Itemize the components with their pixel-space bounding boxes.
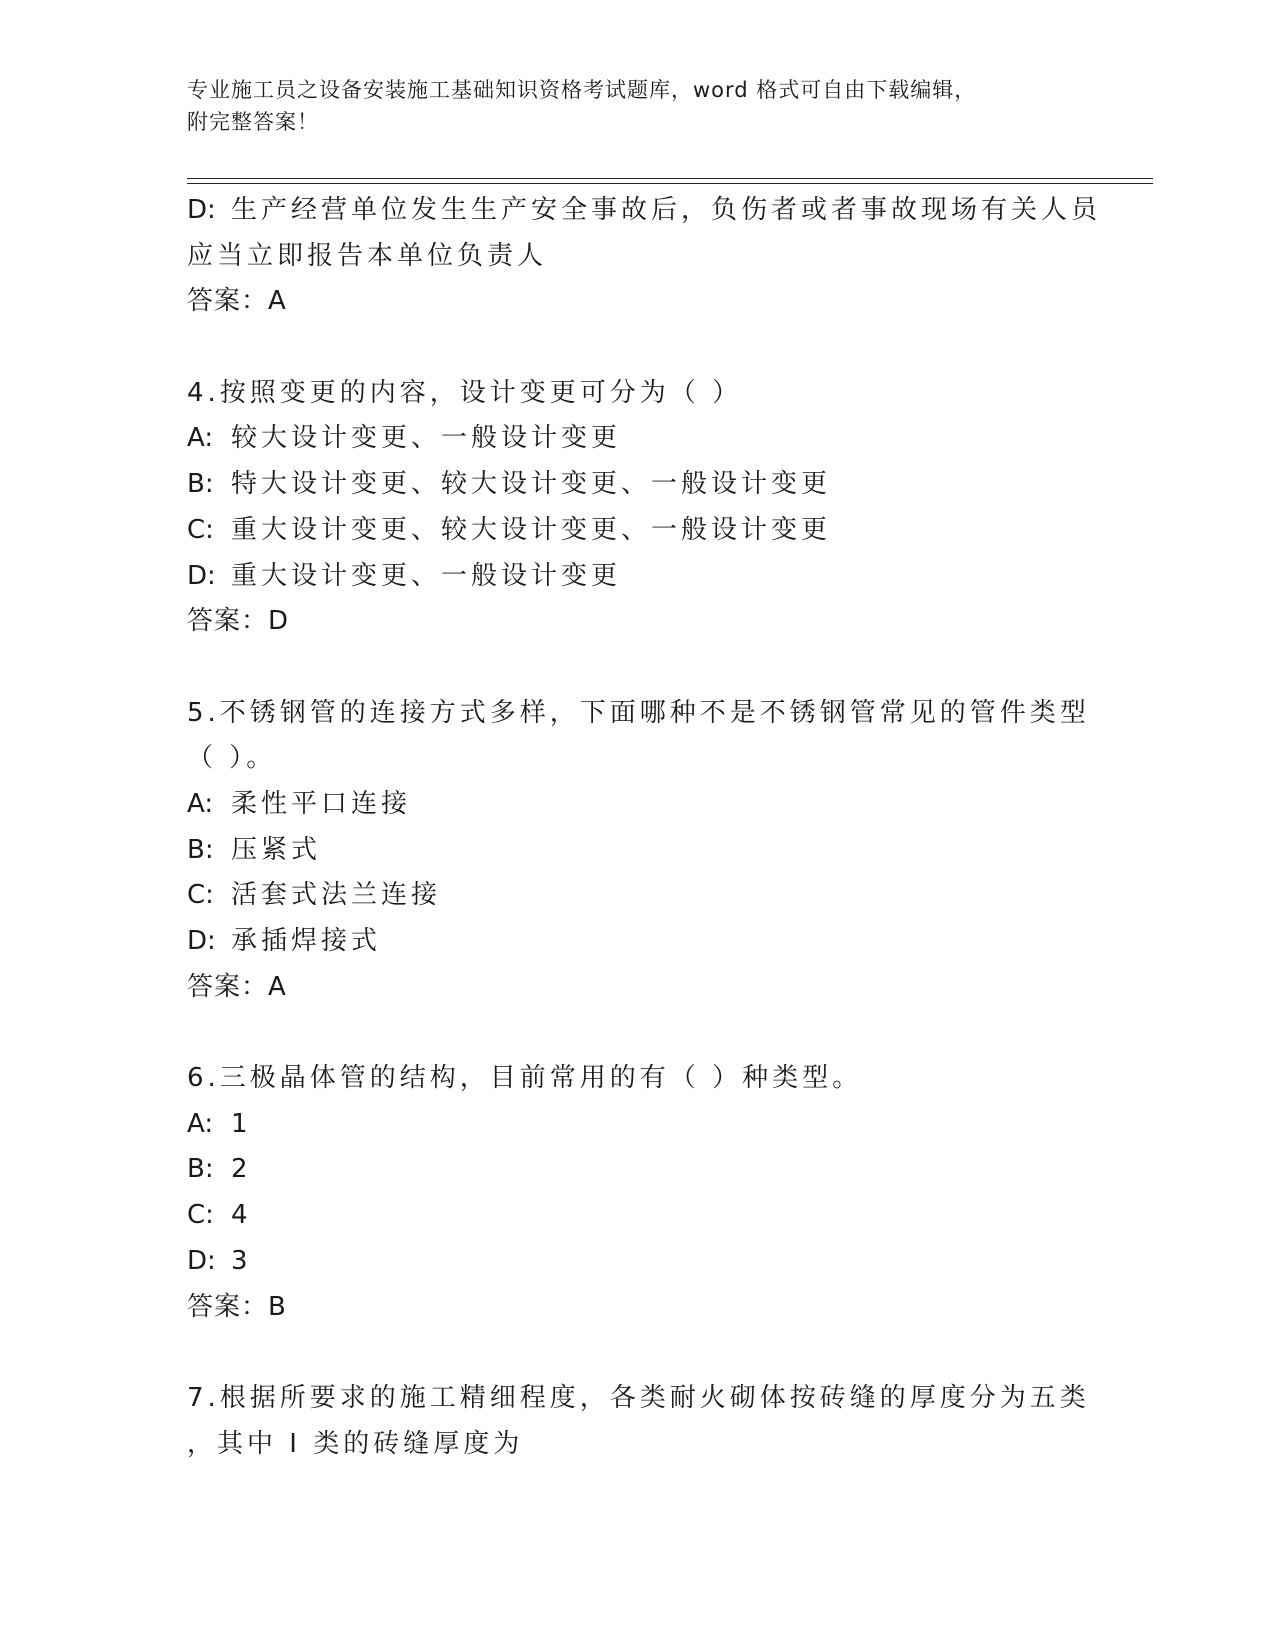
header-rule-bottom [187,183,1153,184]
question-5-option-b [187,828,1087,874]
option-d-prev [187,188,1102,234]
option-key: A: [187,1108,214,1139]
question-7-stem: 7.根据所要求的施工精细程度，各类耐火砌体按砖缝的厚度分为五类 [187,1382,1090,1413]
option-text: 柔性平口连接 [231,788,412,819]
spacer [187,645,1087,691]
option-text: 特大设计变更、较大设计变更、一般设计变更 [231,469,832,500]
question-7-stem-cont: ，其中 I 类的砖缝厚度为 [187,1428,524,1459]
question-5-stem-cont: （ ）。 [187,743,277,774]
question-4-option-c [187,508,1087,554]
option-key: C: [187,880,214,911]
option-text: 生产经营单位发生生产安全事故后，负伤者或者事故现场有关人员 [231,195,1102,225]
option-text: 重大设计变更、较大设计变更、一般设计变更 [231,514,832,545]
option-key: B: [187,834,214,865]
option-text: 2 [231,1154,252,1185]
question-5-option-c [187,873,1087,919]
option-key: D: [187,560,216,591]
question-6-option-d [187,1239,1087,1285]
question-5-option-a [187,782,1087,828]
question-6-option-b [187,1147,1087,1193]
question-5-answer: 答案：A [187,971,287,1002]
option-key: C: [187,514,214,545]
option-text: 3 [231,1245,252,1276]
question-4-option-b [187,462,1087,508]
spacer [187,1330,1087,1376]
option-text: 4 [231,1200,252,1231]
option-key: C: [187,1200,214,1231]
question-6-answer: 答案：B [187,1291,287,1322]
document-header: 专业施工员之设备安装施工基础知识资格考试题库，word 格式可自由下载编辑， 附完整答案！ [187,78,977,134]
spacer [187,325,1087,371]
header-rule-top [187,178,1153,179]
option-text: 活套式法兰连接 [231,880,442,911]
option-key: D: [187,1245,216,1276]
option-key: A: [187,788,214,819]
question-content [187,188,1102,1467]
question-4-stem: 4.按照变更的内容，设计变更可分为（ ） [187,377,743,408]
question-4-option-a [187,416,1087,462]
option-key: D: [187,926,216,956]
option-key: D: [187,195,216,225]
option-text: 重大设计变更、一般设计变更 [231,560,622,591]
option-d-prev-cont: 应当立即报告本单位负责人 [187,240,548,271]
option-key: A: [187,423,214,454]
spacer [187,1010,1087,1056]
option-key: B: [187,469,214,500]
answer-prev: 答案：A [187,286,287,317]
option-text: 压紧式 [231,834,322,865]
option-text: 承插焊接式 [231,926,382,956]
question-5-option-d [187,919,1087,965]
question-5-stem: 5.不锈钢管的连接方式多样，下面哪种不是不锈钢管常见的管件类型 [187,697,1090,728]
question-6-option-a [187,1102,1087,1148]
option-text: 1 [231,1108,252,1139]
question-4-option-d [187,554,1087,600]
question-6-stem: 6.三极晶体管的结构，目前常用的有（ ）种类型。 [187,1063,863,1094]
option-key: B: [187,1154,214,1185]
option-text: 较大设计变更、一般设计变更 [231,423,622,454]
question-4-answer: 答案：D [187,606,290,637]
question-6-option-c [187,1193,1087,1239]
